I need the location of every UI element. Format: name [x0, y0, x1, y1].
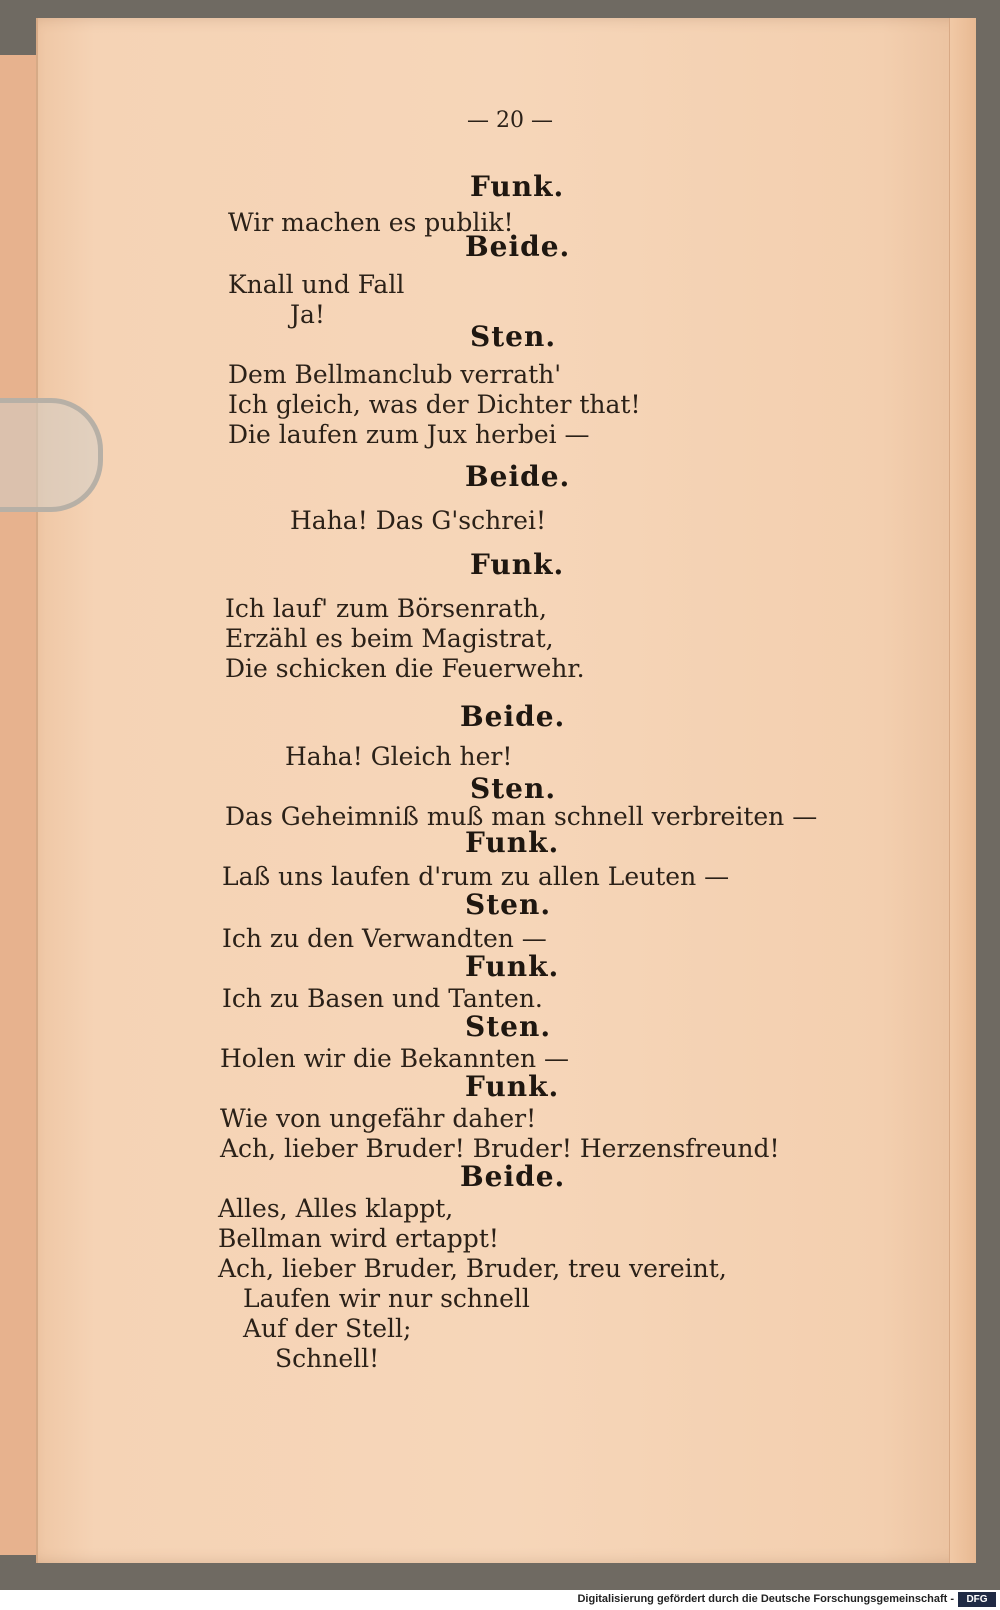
- verse-line: Ja!: [290, 300, 325, 329]
- verse-line: Haha! Gleich her!: [285, 742, 513, 771]
- verse-line: Ach, lieber Bruder, Bruder, treu vereint,: [218, 1254, 727, 1283]
- footer-credit: Digitalisierung gefördert durch die Deutsche Forschungsgemeinschaft -: [577, 1593, 954, 1605]
- verse-line: Ach, lieber Bruder! Bruder! Herzensfreund!: [220, 1134, 780, 1163]
- speaker-name: Funk.: [465, 950, 560, 983]
- verse-line: Ich gleich, was der Dichter that!: [228, 390, 641, 419]
- speaker-name: Beide.: [460, 700, 566, 733]
- speaker-name: Funk.: [465, 826, 560, 859]
- speaker-name: Funk.: [465, 1070, 560, 1103]
- verse-line: Haha! Das G'schrei!: [290, 506, 546, 535]
- verse-line: Schnell!: [275, 1344, 380, 1373]
- verse-line: Ich zu den Verwandten —: [222, 924, 547, 953]
- speaker-name: Sten.: [465, 1010, 552, 1043]
- speaker-name: Sten.: [470, 320, 557, 353]
- speaker-name: Sten.: [470, 772, 557, 805]
- speaker-name: Funk.: [470, 548, 565, 581]
- verse-line: Wir machen es publik!: [228, 208, 514, 237]
- speaker-name: Funk.: [470, 170, 565, 203]
- verse-line: Bellman wird ertappt!: [218, 1224, 499, 1253]
- page-number: — 20 —: [467, 108, 553, 133]
- page-edge: [949, 18, 976, 1563]
- verse-line: Ich lauf' zum Börsenrath,: [225, 594, 547, 623]
- dfg-logo: DFG: [958, 1592, 996, 1607]
- verse-line: Knall und Fall: [228, 270, 405, 299]
- verse-line: Wie von ungefähr daher!: [220, 1104, 537, 1133]
- verse-line: Laß uns laufen d'rum zu allen Leuten —: [222, 862, 730, 891]
- verse-line: Die schicken die Feuerwehr.: [225, 654, 585, 683]
- paper-clip: [0, 398, 103, 512]
- verse-line: Die laufen zum Jux herbei —: [228, 420, 590, 449]
- speaker-name: Beide.: [465, 460, 571, 493]
- verse-line: Holen wir die Bekannten —: [220, 1044, 570, 1073]
- verse-line: Erzähl es beim Magistrat,: [225, 624, 554, 653]
- verse-line: Dem Bellmanclub verrath': [228, 360, 562, 389]
- verse-line: Auf der Stell;: [243, 1314, 412, 1343]
- speaker-name: Beide.: [460, 1160, 566, 1193]
- verse-line: Alles, Alles klappt,: [218, 1194, 454, 1223]
- verse-line: Laufen wir nur schnell: [243, 1284, 530, 1313]
- speaker-name: Beide.: [465, 230, 571, 263]
- verse-line: Das Geheimniß muß man schnell verbreiten —: [225, 802, 818, 831]
- verse-line: Ich zu Basen und Tanten.: [222, 984, 543, 1013]
- speaker-name: Sten.: [465, 888, 552, 921]
